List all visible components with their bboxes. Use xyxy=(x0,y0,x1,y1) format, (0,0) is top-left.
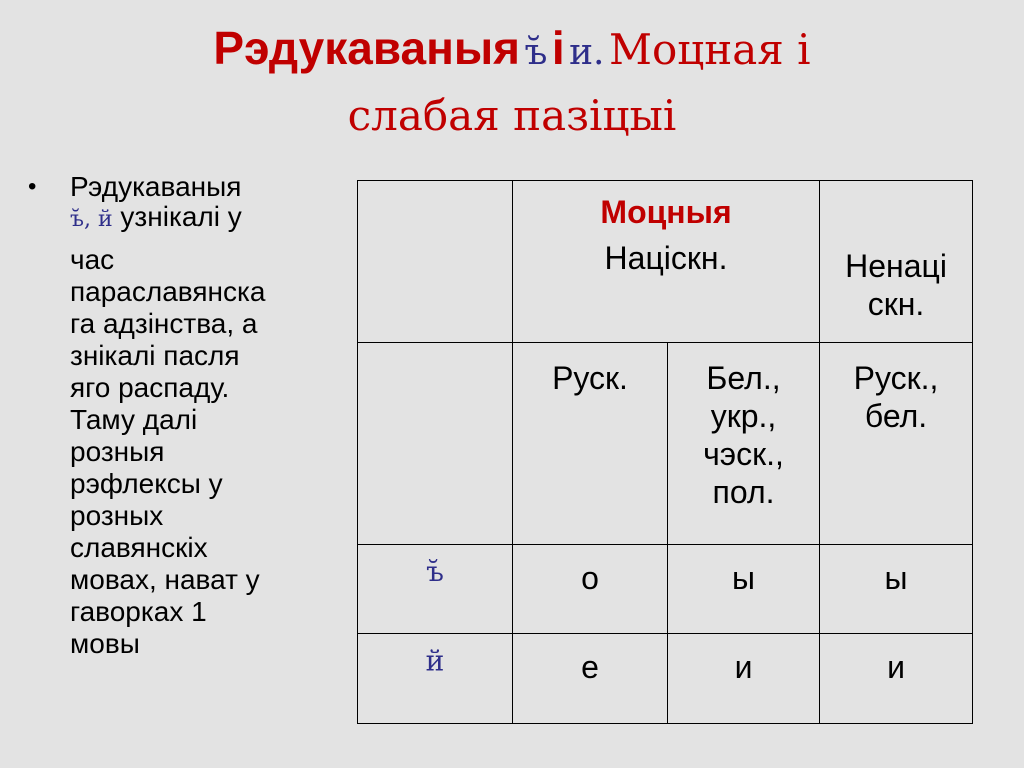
value-cell: и xyxy=(820,634,973,724)
bullet-line: гаворках 1 xyxy=(70,596,207,627)
title-word-reduced: Рэдукаваныя xyxy=(213,22,521,74)
bullet-line: знікалі пасля xyxy=(70,340,240,371)
slide-title xyxy=(60,20,964,144)
table-row xyxy=(358,634,973,724)
bullet-line: славянскіх xyxy=(70,532,208,563)
bullet-line: Рэдукаваныя xyxy=(70,171,242,202)
col-header-bel-ukr-cz-pl xyxy=(668,343,820,545)
col-header-rus-bel xyxy=(820,343,973,545)
title-strong-and: Моцная і xyxy=(608,25,811,74)
title-letter-i: и. xyxy=(569,32,605,73)
row-letter-yer: ъ̆ xyxy=(358,545,513,634)
title-line-1 xyxy=(60,20,964,88)
bullet-line: розных xyxy=(70,500,164,531)
strong-position-header xyxy=(513,181,820,343)
bullet-line: га адзінства, а xyxy=(70,308,258,339)
value-cell: ы xyxy=(668,545,820,634)
bullet-line: параславянска xyxy=(70,276,266,307)
bullet-line: мовы xyxy=(70,628,140,659)
col-header-rus: Руск. xyxy=(513,343,668,545)
bullet-line: розныя xyxy=(70,436,165,467)
reflex-table xyxy=(357,180,973,724)
col-bel-line: пол. xyxy=(712,474,775,510)
corner-cell xyxy=(358,181,513,343)
bullet-line: Таму далі xyxy=(70,404,198,435)
bullet-line: яго распаду. xyxy=(70,372,230,403)
table-row xyxy=(358,545,973,634)
unstressed-header xyxy=(820,181,973,343)
row-letter-i: й xyxy=(358,634,513,724)
title-line-2: слабая пазіцыі xyxy=(347,91,677,140)
bullet-line xyxy=(70,202,330,235)
title-letter-yer: ъ̆ xyxy=(524,32,548,73)
stressed-label: Націскн. xyxy=(604,240,728,276)
bullet-text xyxy=(70,172,330,659)
value-cell: е xyxy=(513,634,668,724)
col-rusbel-line: бел. xyxy=(864,398,928,434)
strong-label: Моцныя xyxy=(600,194,732,230)
corner-cell-2 xyxy=(358,343,513,545)
value-cell: о xyxy=(513,545,668,634)
bullet-dot-icon: • xyxy=(28,173,37,200)
col-rusbel-line: Руск., xyxy=(853,360,939,396)
bullet-line: час xyxy=(70,244,115,275)
bullet-reduced-letters: ъ̆, й xyxy=(70,207,113,232)
unstressed-label-1: Ненаці xyxy=(845,248,947,284)
title-word-and: і xyxy=(551,22,565,74)
bullet-line: мовах, нават у xyxy=(70,564,260,595)
col-bel-line: укр., xyxy=(710,398,777,434)
value-cell: и xyxy=(668,634,820,724)
unstressed-label-2: скн. xyxy=(867,286,925,322)
bullet-line-text: узнікалі у xyxy=(112,201,242,232)
header-row-2 xyxy=(358,343,973,545)
header-row-1 xyxy=(358,181,973,343)
bullet-line: рэфлексы у xyxy=(70,468,223,499)
value-cell: ы xyxy=(820,545,973,634)
col-bel-line: чэск., xyxy=(703,436,784,472)
col-bel-line: Бел., xyxy=(706,360,781,396)
